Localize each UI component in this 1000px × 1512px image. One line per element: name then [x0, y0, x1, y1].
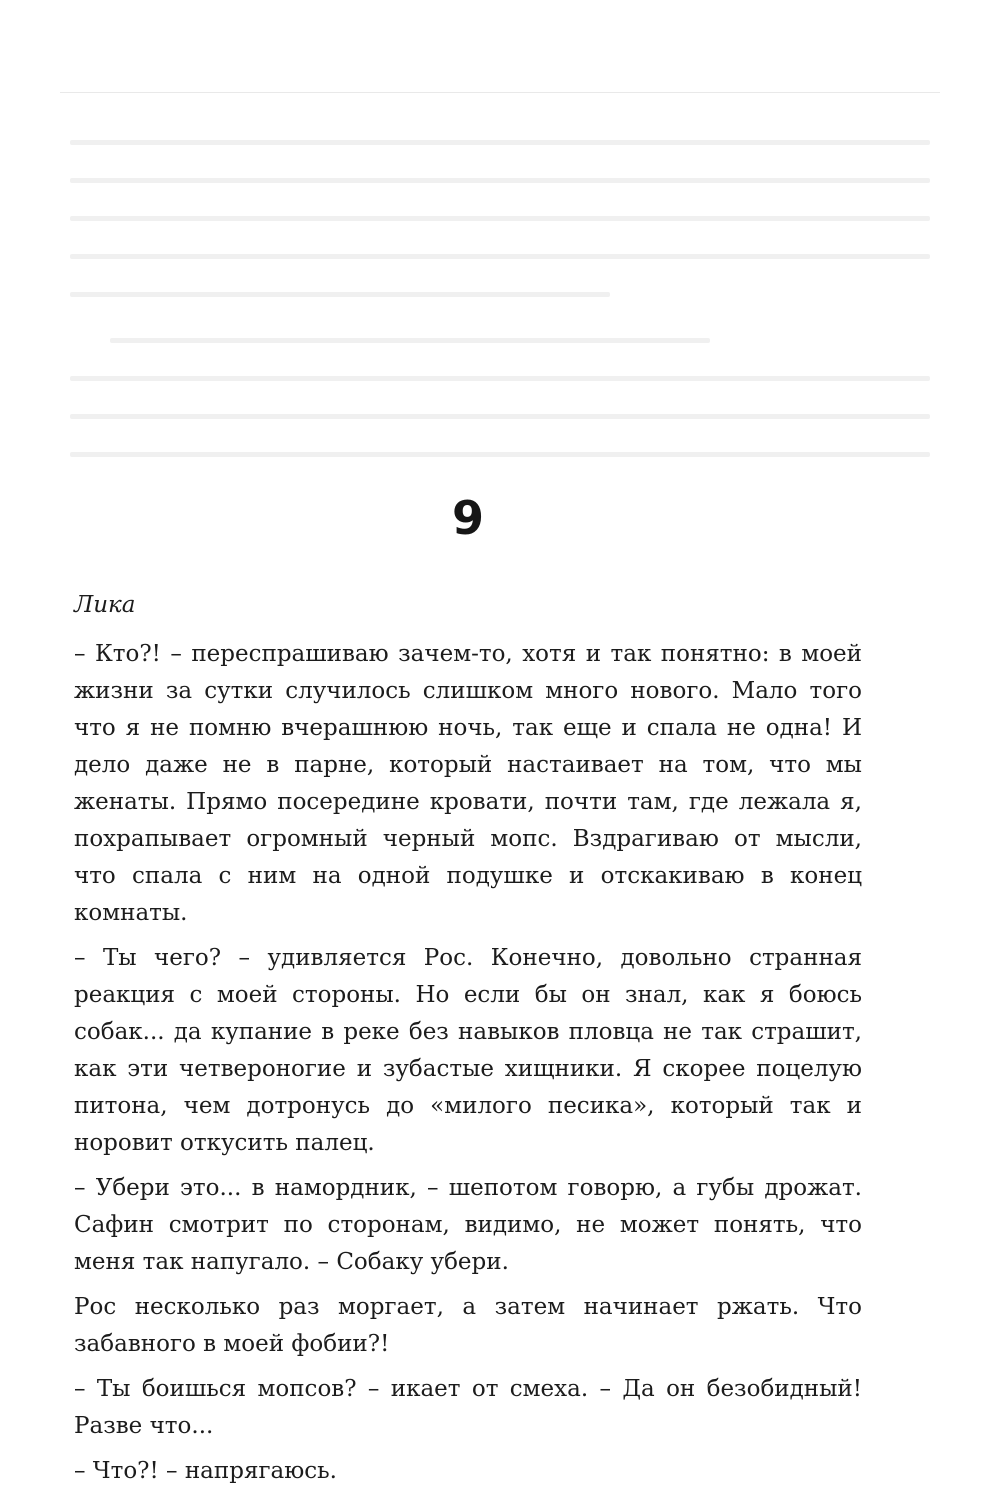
- show-through-line: [70, 452, 930, 457]
- show-through-line: [70, 178, 930, 183]
- show-through-line: [70, 216, 930, 221]
- show-through-line: [70, 414, 930, 419]
- show-through-line: [70, 140, 930, 145]
- show-through-line: [110, 338, 710, 343]
- chapter-text: [74, 636, 862, 1498]
- show-through-line: [70, 254, 930, 259]
- show-through-line: [70, 292, 610, 297]
- paragraph: – Ты боишься мопсов? – икает от смеха. – Да он безобидный! Разве что...: [74, 1376, 862, 1439]
- paragraph: – Убери это... в намордник, – шепотом говорю, а губы дрожат. Сафин смотрит по сторонам, видимо, не может понять, что меня так напугало. – Собаку убери.: [74, 1175, 862, 1275]
- show-through-line: [70, 376, 930, 381]
- paragraph: – Ты чего? – удивляется Рос. Конечно, довольно странная реакция с моей стороны. Но если бы он знал, как я боюсь собак... да купание в реке без навыков пловца не так страшит, как эти четвероногие и зубастые хищники. Я скорее поцелую питона, чем дотронусь до «милого песика», который так и норовит откусить палец.: [74, 945, 862, 1156]
- chapter-pov-name: Лика: [74, 592, 136, 618]
- show-through-header-rule: [60, 92, 940, 93]
- paragraph: – Кто?! – переспрашиваю зачем-то, хотя и так понятно: в моей жизни за сутки случилось слишком много нового. Мало того что я не помню вчерашнюю ночь, так еще и спала не одна! И дело даже не в парне, который настаивает на том, что мы женаты. Прямо посередине кровати, почти там, где лежала я, похрапывает огромный черный мопс. Вздрагиваю от мысли, что спала с ним на одной подушке и отскакиваю в конец комнаты.: [74, 641, 862, 926]
- paragraph: – Что?! – напрягаюсь.: [74, 1458, 337, 1484]
- chapter-number: 9: [451, 491, 484, 545]
- paragraph: Рос несколько раз моргает, а затем начинает ржать. Что забавного в моей фобии?!: [74, 1294, 862, 1357]
